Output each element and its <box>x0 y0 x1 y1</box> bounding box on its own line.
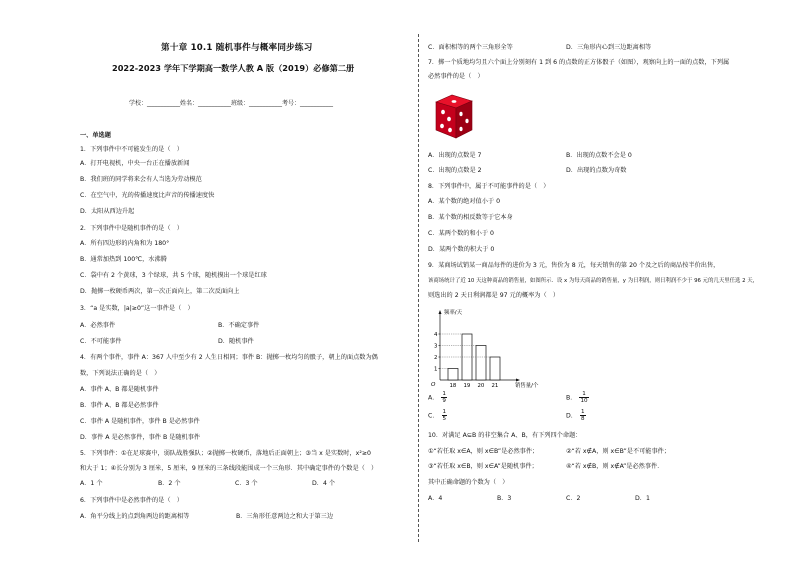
dice-illustration <box>430 92 478 142</box>
q7-option-a: A．出现的点数是 7 <box>428 152 482 159</box>
x-tick-label: 19 <box>463 383 471 388</box>
q1-stem: 1．下列事件中不可能发生的是（ ） <box>80 146 183 153</box>
q7-option-c: C．出现的点数是 2 <box>428 167 482 174</box>
q9-option-c-fraction <box>442 409 448 422</box>
q6-stem: 6．下列事件中是必然事件的是（ ） <box>80 497 183 504</box>
x-axis-arrow <box>516 379 520 382</box>
q9-option-b-denominator: 10 <box>580 398 588 404</box>
y-axis-label: 频率/天 <box>444 310 462 316</box>
q2-option-b: B．通常加热到 100℃，水沸腾 <box>80 256 167 263</box>
q4-option-c: C．事件 A 是随机事件，事件 B 是必然事件 <box>80 418 200 425</box>
bar-20 <box>476 346 486 381</box>
q5-option-c: C．3 个 <box>235 480 258 487</box>
q1-option-d: D．太阳从西边升起 <box>80 208 135 215</box>
q9-stem-line2: 该商场统计了近 10 天这种商品的销售量，如图所示．设 x 为每天商品的销售量，y 为日利润，则日利润不少于 96 元的几天里任选 2 天， <box>428 278 759 284</box>
y-tick-label: 1 <box>434 366 438 373</box>
q4-option-b: B．事件 A、B 都是必然事件 <box>80 402 159 409</box>
y-tick-label: 2 <box>434 355 438 361</box>
q9-option-d <box>566 409 586 424</box>
q9-option-a-numerator: 1 <box>442 391 446 397</box>
q9-option-c-denominator: 5 <box>442 416 447 422</box>
q6-option-d: D．三角形内心到三边距离相等 <box>566 44 652 51</box>
q2-option-d: D．抛掷一枚硬币两次，第一次正面向上，第二次反面向上 <box>80 288 240 295</box>
q9-option-c-numerator: 1 <box>442 409 447 415</box>
q2-option-a: A．所有四边形的内角和为 180° <box>80 240 170 247</box>
q3-option-d: D．随机事件 <box>218 338 254 345</box>
column-divider <box>418 34 419 542</box>
q1-option-a: A．打开电视机，中央一台正在播放新闻 <box>80 160 190 167</box>
y-tick-label: 4 <box>434 332 438 338</box>
q9-stem-line3: 则选出的 2 天日利润都是 97 元的概率为（ ） <box>428 292 560 299</box>
q4-option-a: A．事件 A、B 都是随机事件 <box>80 386 159 393</box>
q10-option-c: C．2 <box>566 495 581 502</box>
q10-stem: 10．对满足 A⊆B 的非空集合 A、B，有下列四个命题： <box>428 432 582 439</box>
q4-stem-line1: 4．有两个事件，事件 A：367 人中至少有 2 人生日相同；事件 B：抛掷一枚均匀的骰子，朝上的面点数为偶 <box>80 354 378 361</box>
q2-option-c: C．袋中有 2 个黄球，3 个绿球，共 5 个球，随机摸出一个球是红球 <box>80 272 267 279</box>
q9-option-d-fraction <box>580 409 586 422</box>
q10-option-b: B．3 <box>497 495 512 502</box>
q8-option-b: B．某个数的相反数等于它本身 <box>428 214 513 221</box>
q9-option-d-numerator: 1 <box>580 409 585 415</box>
page-subtitle: 2022-2023 学年下学期高一数学人教 A 版（2019）必修第二册 <box>112 63 355 73</box>
q10-proposition-1: ①“若任取 x∈A，则 x∈B”是必然事件； <box>428 448 539 455</box>
q9-stem-line1: 9．某商场试销某一商品每件的进价为 3 元，售价为 8 元，每天销售的第 20 个及之后的商品按半价出售， <box>428 262 720 269</box>
q1-option-b: B．我们班的同学将来会有人当选为劳动模范 <box>80 176 202 183</box>
q9-option-d-denominator: 8 <box>580 416 585 422</box>
q5-option-b: B．2 个 <box>158 480 181 487</box>
sales-frequency-chart <box>428 306 568 388</box>
q9-option-b-numerator: 1 <box>579 391 588 398</box>
q9-option-c-label: C． <box>428 412 439 420</box>
x-tick-label: 20 <box>477 383 485 388</box>
q9-option-b <box>566 391 589 406</box>
q5-stem-line2: 和大于 1；④长分别为 3 厘米，5 厘米，9 厘米的三条线段能围成一个三角形．其中确定事件的个数是（ ） <box>80 465 378 472</box>
q6-option-c: C．面积相等的两个三角形全等 <box>428 44 513 51</box>
q3-option-c: C．不可能事件 <box>80 338 122 345</box>
q9-option-a-denominator: 9 <box>442 398 446 404</box>
q8-stem: 8．下列事件中，属于不可能事件的是（ ） <box>428 183 550 190</box>
q8-option-c: C．某两个数的和小于 0 <box>428 230 494 237</box>
x-tick-label: 18 <box>449 383 457 388</box>
q10-option-d: D．1 <box>635 495 650 502</box>
q9-option-a <box>428 391 447 406</box>
q9-option-b-fraction <box>579 391 588 404</box>
q5-option-a: A．1 个 <box>80 480 103 487</box>
q2-stem: 2．下列事件中是随机事件的是（ ） <box>80 225 183 232</box>
q9-option-d-label: D． <box>566 412 577 420</box>
q9-option-a-fraction <box>441 391 447 404</box>
section-heading: 一、单选题 <box>80 132 111 139</box>
bar-18 <box>448 369 458 381</box>
q7-stem-line1: 7．掷一个质地均匀且六个面上分别刻有 1 到 6 的点数的正方体骰子（如图），观察向上的一面的点数，下列属 <box>428 59 730 66</box>
q10-proposition-3: ③“若任取 x∈B，则 x∈A”是随机事件； <box>428 463 538 470</box>
x-axis-label: 销售量/个 <box>515 383 539 388</box>
q6-option-b: B．三角形任意两边之和大于第三边 <box>236 513 334 520</box>
q1-option-c: C．在空气中，光的传播速度比声音的传播速度快 <box>80 192 215 199</box>
q6-option-a: A．角平分线上的点到角两边的距离相等 <box>80 513 190 520</box>
q7-option-d: D．出现的点数为奇数 <box>566 167 627 174</box>
q4-option-d: D．事件 A 是必然事件，事件 B 是随机事件 <box>80 434 201 441</box>
q4-stem-line2: 数，下列说法正确的是（ ） <box>80 370 161 377</box>
q8-option-d: D．某两个数的积大于 0 <box>428 246 495 253</box>
q10-proposition-2: ②“若 x∉A，则 x∈B”是不可能事件； <box>566 448 671 455</box>
page-title: 第十章 10.1 随机事件与概率同步练习 <box>161 43 313 53</box>
q9-option-b-label: B． <box>566 394 577 402</box>
q10-question: 其中正确命题的个数为（ ） <box>428 479 509 486</box>
y-tick-label: 3 <box>434 343 438 350</box>
q7-stem-line2: 必然事件的是（ ） <box>428 73 484 80</box>
student-info-line: 学校：___________姓名：___________班级：___________考号：___________ <box>129 100 334 107</box>
y-axis-arrow <box>439 310 442 314</box>
q5-stem-line1: 5．下列事件：①在足球赛中，弱队战胜强队；②抛掷一枚硬币，落地后正面朝上；③当 x 是实数时，x²≥0 <box>80 450 371 457</box>
x-tick-label: 21 <box>491 383 499 388</box>
q5-option-d: D．4 个 <box>312 480 336 487</box>
q10-option-a: A．4 <box>428 495 443 502</box>
q8-option-a: A．某个数的绝对值小于 0 <box>428 198 501 205</box>
q9-option-a-label: A． <box>428 394 439 402</box>
q9-option-c <box>428 409 447 424</box>
q7-option-b: B．出现的点数不会是 0 <box>566 152 632 159</box>
q10-proposition-4: ④“若 x∉B，则 x∉A”是必然事件． <box>566 463 664 470</box>
q3-option-b: B．不确定事件 <box>218 322 260 329</box>
q3-stem: 3．“a 是实数，|a|≥0”这一事件是（ ） <box>80 305 194 312</box>
q3-option-a: A．必然事件 <box>80 322 116 329</box>
bar-21 <box>490 357 500 380</box>
origin-label: O <box>431 382 436 388</box>
